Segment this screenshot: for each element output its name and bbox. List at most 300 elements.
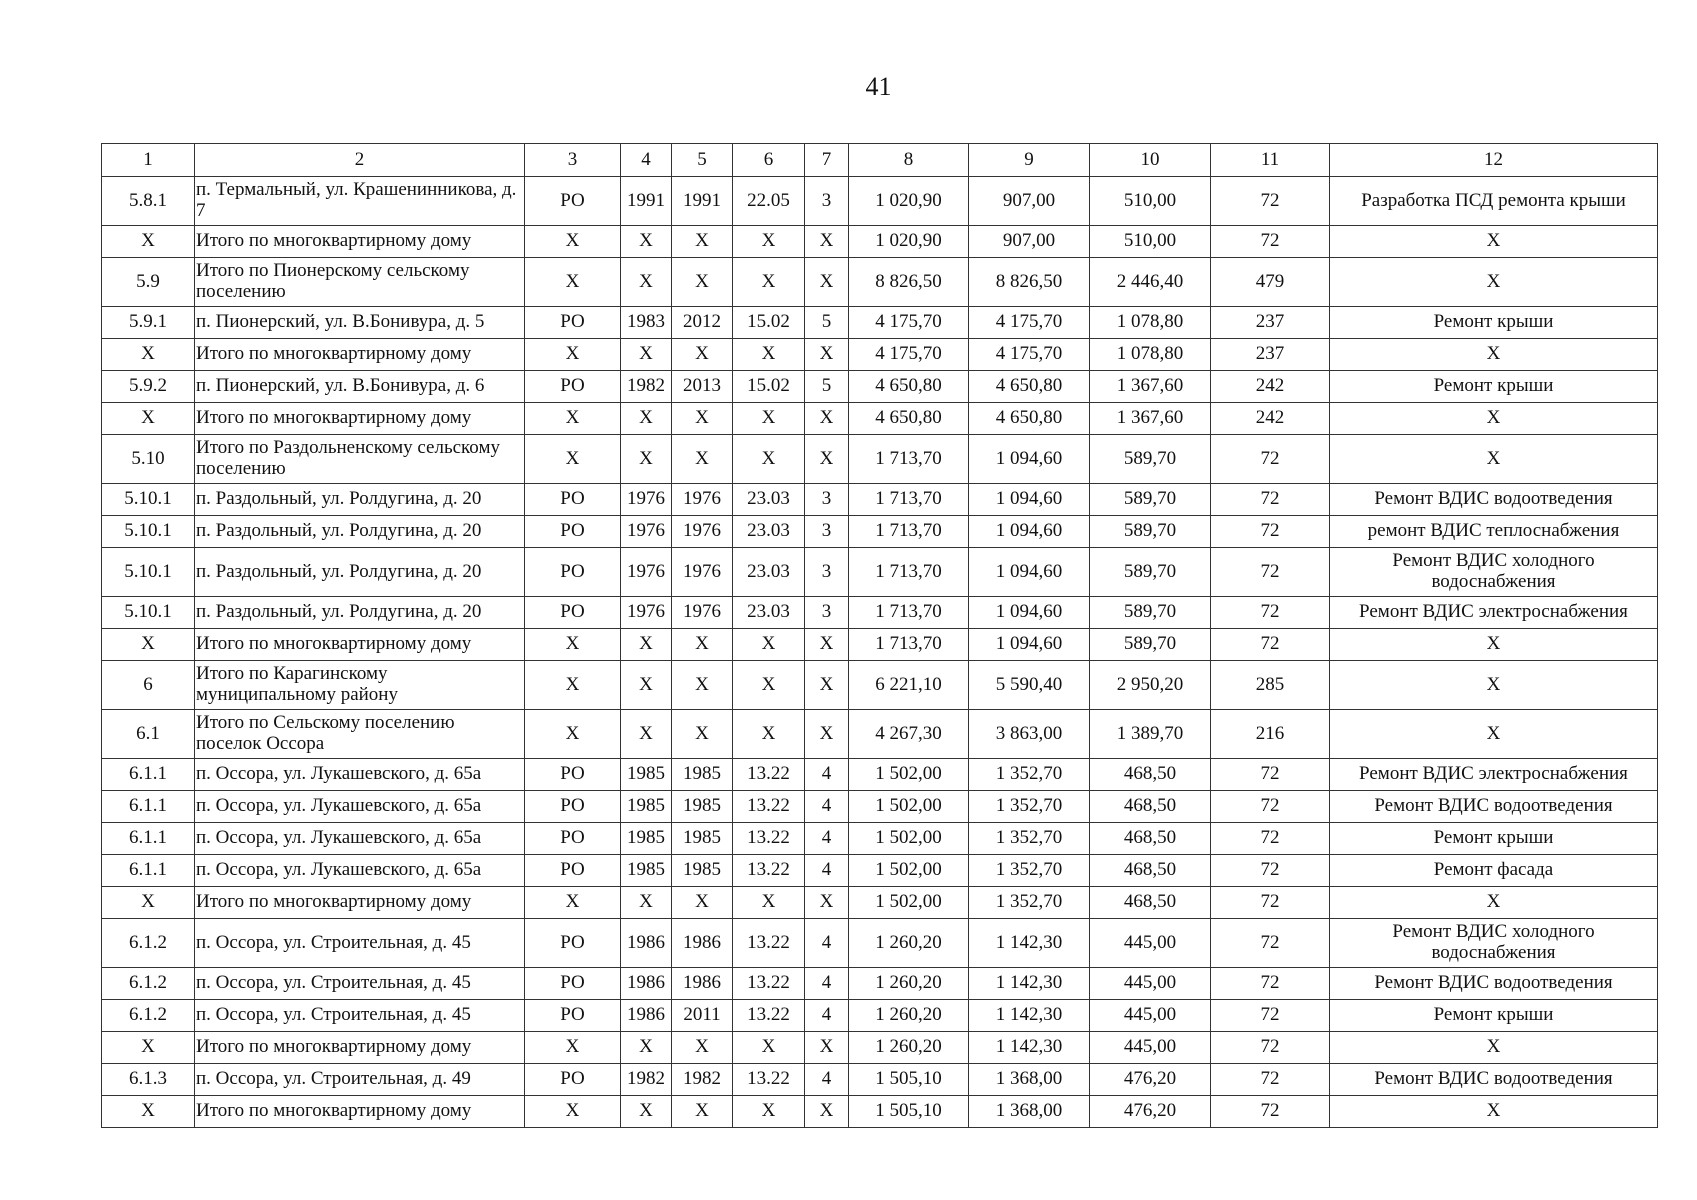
living-area-cell: 1 352,70	[969, 759, 1090, 791]
total-area-cell: 1 020,90	[849, 177, 969, 226]
total-area-cell: 1 713,70	[849, 484, 969, 516]
built-year-cell: Х	[621, 1032, 672, 1064]
living-area-cell: 1 094,60	[969, 484, 1090, 516]
material-cell: 23.03	[733, 548, 805, 597]
living-area-cell: 1 142,30	[969, 1000, 1090, 1032]
residents-cell: 72	[1211, 435, 1330, 484]
row-number-cell: 6.1.1	[102, 823, 195, 855]
address-cell: Итого по Раздольненскому сельскому поселению	[195, 435, 525, 484]
residents-cell: 72	[1211, 516, 1330, 548]
row-number-cell: 5.10.1	[102, 516, 195, 548]
total-area-cell: 1 713,70	[849, 516, 969, 548]
nonliving-area-cell: 1 367,60	[1090, 403, 1211, 435]
table-row	[102, 919, 1658, 968]
repair-year-cell: 1976	[672, 597, 733, 629]
owner-cell: РО	[525, 484, 621, 516]
owner-cell: РО	[525, 855, 621, 887]
repair-year-cell: 1986	[672, 919, 733, 968]
table-row	[102, 516, 1658, 548]
floors-cell: 4	[805, 968, 849, 1000]
total-area-cell: 1 713,70	[849, 629, 969, 661]
nonliving-area-cell: 468,50	[1090, 887, 1211, 919]
floors-cell: 3	[805, 548, 849, 597]
column-header: 9	[969, 144, 1090, 177]
living-area-cell: 907,00	[969, 177, 1090, 226]
column-header: 5	[672, 144, 733, 177]
address-cell: п. Пионерский, ул. В.Бонивура, д. 6	[195, 371, 525, 403]
owner-cell: РО	[525, 823, 621, 855]
total-area-cell: 4 267,30	[849, 710, 969, 759]
address-cell: Итого по многоквартирному дому	[195, 1032, 525, 1064]
repair-year-cell: 1986	[672, 968, 733, 1000]
column-header: 4	[621, 144, 672, 177]
built-year-cell: 1983	[621, 307, 672, 339]
work-type-cell: Ремонт ВДИС холодного водоснабжения	[1330, 919, 1658, 968]
built-year-cell: Х	[621, 258, 672, 307]
repair-year-cell: 2013	[672, 371, 733, 403]
nonliving-area-cell: 589,70	[1090, 516, 1211, 548]
living-area-cell: 1 094,60	[969, 597, 1090, 629]
address-cell: Итого по многоквартирному дому	[195, 887, 525, 919]
work-type-cell: Ремонт ВДИС водоотведения	[1330, 791, 1658, 823]
total-area-cell: 4 650,80	[849, 403, 969, 435]
column-number-row	[102, 144, 1658, 177]
material-cell: 23.03	[733, 484, 805, 516]
living-area-cell: 1 352,70	[969, 887, 1090, 919]
repair-year-cell: Х	[672, 661, 733, 710]
owner-cell: РО	[525, 968, 621, 1000]
floors-cell: Х	[805, 1096, 849, 1128]
row-number-cell: 6	[102, 661, 195, 710]
repair-year-cell: 1985	[672, 855, 733, 887]
total-area-cell: 1 020,90	[849, 226, 969, 258]
address-cell: Итого по многоквартирному дому	[195, 1096, 525, 1128]
owner-cell: РО	[525, 1000, 621, 1032]
repair-year-cell: Х	[672, 629, 733, 661]
repair-year-cell: 2012	[672, 307, 733, 339]
work-type-cell: Ремонт ВДИС электроснабжения	[1330, 759, 1658, 791]
row-number-cell: Х	[102, 403, 195, 435]
residents-cell: 216	[1211, 710, 1330, 759]
work-type-cell: Х	[1330, 403, 1658, 435]
table-row	[102, 855, 1658, 887]
owner-cell: Х	[525, 435, 621, 484]
residents-cell: 72	[1211, 887, 1330, 919]
table-row	[102, 1032, 1658, 1064]
address-cell: п. Оссора, ул. Строительная, д. 45	[195, 1000, 525, 1032]
residents-cell: 72	[1211, 597, 1330, 629]
built-year-cell: 1986	[621, 919, 672, 968]
work-type-cell: Ремонт крыши	[1330, 371, 1658, 403]
address-cell: п. Пионерский, ул. В.Бонивура, д. 5	[195, 307, 525, 339]
table-row	[102, 339, 1658, 371]
residents-cell: 72	[1211, 823, 1330, 855]
floors-cell: 4	[805, 919, 849, 968]
floors-cell: 4	[805, 791, 849, 823]
nonliving-area-cell: 2 950,20	[1090, 661, 1211, 710]
nonliving-area-cell: 589,70	[1090, 484, 1211, 516]
repair-year-cell: 1976	[672, 548, 733, 597]
floors-cell: 4	[805, 1064, 849, 1096]
work-type-cell: Х	[1330, 629, 1658, 661]
living-area-cell: 1 142,30	[969, 1032, 1090, 1064]
built-year-cell: Х	[621, 339, 672, 371]
residents-cell: 237	[1211, 339, 1330, 371]
owner-cell: РО	[525, 597, 621, 629]
material-cell: Х	[733, 629, 805, 661]
row-number-cell: 5.9.1	[102, 307, 195, 339]
residents-cell: 72	[1211, 548, 1330, 597]
total-area-cell: 8 826,50	[849, 258, 969, 307]
address-cell: п. Оссора, ул. Лукашевского, д. 65а	[195, 855, 525, 887]
owner-cell: РО	[525, 307, 621, 339]
material-cell: Х	[733, 661, 805, 710]
address-cell: Итого по Сельскому поселению поселок Оссора	[195, 710, 525, 759]
owner-cell: Х	[525, 629, 621, 661]
floors-cell: Х	[805, 403, 849, 435]
address-cell: п. Оссора, ул. Строительная, д. 45	[195, 968, 525, 1000]
material-cell: 23.03	[733, 516, 805, 548]
owner-cell: Х	[525, 887, 621, 919]
repair-year-cell: Х	[672, 226, 733, 258]
table-row	[102, 403, 1658, 435]
row-number-cell: 5.10	[102, 435, 195, 484]
residents-cell: 72	[1211, 1064, 1330, 1096]
living-area-cell: 1 368,00	[969, 1064, 1090, 1096]
address-cell: Итого по Пионерскому сельскому поселению	[195, 258, 525, 307]
total-area-cell: 1 505,10	[849, 1064, 969, 1096]
nonliving-area-cell: 445,00	[1090, 1000, 1211, 1032]
material-cell: Х	[733, 1096, 805, 1128]
work-type-cell: Ремонт ВДИС водоотведения	[1330, 484, 1658, 516]
work-type-cell: Разработка ПСД ремонта крыши	[1330, 177, 1658, 226]
work-type-cell: Х	[1330, 226, 1658, 258]
material-cell: 13.22	[733, 823, 805, 855]
repair-year-cell: 2011	[672, 1000, 733, 1032]
floors-cell: 4	[805, 759, 849, 791]
nonliving-area-cell: 476,20	[1090, 1096, 1211, 1128]
living-area-cell: 1 094,60	[969, 435, 1090, 484]
table-body	[102, 177, 1658, 1128]
repair-year-cell: 1991	[672, 177, 733, 226]
owner-cell: РО	[525, 791, 621, 823]
row-number-cell: 5.9.2	[102, 371, 195, 403]
table-row	[102, 548, 1658, 597]
repair-year-cell: Х	[672, 887, 733, 919]
built-year-cell: Х	[621, 403, 672, 435]
table-row	[102, 258, 1658, 307]
owner-cell: РО	[525, 919, 621, 968]
residents-cell: 72	[1211, 1096, 1330, 1128]
table-row	[102, 484, 1658, 516]
total-area-cell: 4 650,80	[849, 371, 969, 403]
address-cell: п. Термальный, ул. Крашенинникова, д. 7	[195, 177, 525, 226]
repair-year-cell: 1976	[672, 516, 733, 548]
material-cell: 13.22	[733, 1000, 805, 1032]
total-area-cell: 1 713,70	[849, 548, 969, 597]
address-cell: п. Раздольный, ул. Ролдугина, д. 20	[195, 516, 525, 548]
total-area-cell: 1 505,10	[849, 1096, 969, 1128]
nonliving-area-cell: 589,70	[1090, 597, 1211, 629]
address-cell: п. Оссора, ул. Лукашевского, д. 65а	[195, 759, 525, 791]
total-area-cell: 1 713,70	[849, 435, 969, 484]
material-cell: Х	[733, 887, 805, 919]
address-cell: п. Оссора, ул. Строительная, д. 49	[195, 1064, 525, 1096]
nonliving-area-cell: 468,50	[1090, 759, 1211, 791]
floors-cell: Х	[805, 226, 849, 258]
row-number-cell: Х	[102, 1032, 195, 1064]
floors-cell: Х	[805, 710, 849, 759]
address-cell: Итого по Карагинскому муниципальному району	[195, 661, 525, 710]
material-cell: 15.02	[733, 307, 805, 339]
total-area-cell: 1 260,20	[849, 1000, 969, 1032]
repair-year-cell: Х	[672, 710, 733, 759]
nonliving-area-cell: 1 078,80	[1090, 339, 1211, 371]
repair-year-cell: 1985	[672, 823, 733, 855]
owner-cell: РО	[525, 177, 621, 226]
row-number-cell: 5.10.1	[102, 484, 195, 516]
column-header: 8	[849, 144, 969, 177]
repair-year-cell: Х	[672, 403, 733, 435]
repair-year-cell: Х	[672, 258, 733, 307]
floors-cell: 3	[805, 177, 849, 226]
table-row	[102, 887, 1658, 919]
table-row	[102, 307, 1658, 339]
work-type-cell: Ремонт ВДИС водоотведения	[1330, 1064, 1658, 1096]
address-cell: Итого по многоквартирному дому	[195, 403, 525, 435]
material-cell: Х	[733, 258, 805, 307]
built-year-cell: Х	[621, 629, 672, 661]
floors-cell: 4	[805, 823, 849, 855]
built-year-cell: 1982	[621, 371, 672, 403]
living-area-cell: 4 175,70	[969, 307, 1090, 339]
total-area-cell: 1 260,20	[849, 1032, 969, 1064]
built-year-cell: Х	[621, 887, 672, 919]
row-number-cell: Х	[102, 887, 195, 919]
table-row	[102, 226, 1658, 258]
floors-cell: Х	[805, 1032, 849, 1064]
living-area-cell: 4 650,80	[969, 371, 1090, 403]
living-area-cell: 1 094,60	[969, 629, 1090, 661]
total-area-cell: 1 502,00	[849, 759, 969, 791]
repair-year-cell: 1985	[672, 791, 733, 823]
material-cell: 13.22	[733, 791, 805, 823]
owner-cell: РО	[525, 759, 621, 791]
address-cell: п. Раздольный, ул. Ролдугина, д. 20	[195, 484, 525, 516]
repair-year-cell: 1985	[672, 759, 733, 791]
living-area-cell: 1 142,30	[969, 968, 1090, 1000]
residents-cell: 72	[1211, 791, 1330, 823]
table-row	[102, 1064, 1658, 1096]
residents-cell: 237	[1211, 307, 1330, 339]
row-number-cell: 6.1.2	[102, 1000, 195, 1032]
residents-cell: 72	[1211, 226, 1330, 258]
built-year-cell: 1985	[621, 759, 672, 791]
row-number-cell: 6.1.3	[102, 1064, 195, 1096]
residents-cell: 242	[1211, 403, 1330, 435]
living-area-cell: 1 352,70	[969, 823, 1090, 855]
address-cell: п. Оссора, ул. Лукашевского, д. 65а	[195, 791, 525, 823]
floors-cell: Х	[805, 887, 849, 919]
row-number-cell: 6.1	[102, 710, 195, 759]
built-year-cell: Х	[621, 226, 672, 258]
row-number-cell: 6.1.1	[102, 791, 195, 823]
living-area-cell: 1 368,00	[969, 1096, 1090, 1128]
address-cell: Итого по многоквартирному дому	[195, 339, 525, 371]
work-type-cell: Ремонт ВДИС холодного водоснабжения	[1330, 548, 1658, 597]
work-type-cell: Х	[1330, 661, 1658, 710]
work-type-cell: Ремонт ВДИС водоотведения	[1330, 968, 1658, 1000]
material-cell: 13.22	[733, 759, 805, 791]
total-area-cell: 4 175,70	[849, 307, 969, 339]
material-cell: Х	[733, 226, 805, 258]
material-cell: 13.22	[733, 1064, 805, 1096]
nonliving-area-cell: 2 446,40	[1090, 258, 1211, 307]
owner-cell: Х	[525, 226, 621, 258]
total-area-cell: 1 713,70	[849, 597, 969, 629]
residents-cell: 72	[1211, 1032, 1330, 1064]
nonliving-area-cell: 445,00	[1090, 1032, 1211, 1064]
table-row	[102, 759, 1658, 791]
material-cell: 22.05	[733, 177, 805, 226]
built-year-cell: 1986	[621, 1000, 672, 1032]
floors-cell: 3	[805, 597, 849, 629]
nonliving-area-cell: 468,50	[1090, 855, 1211, 887]
built-year-cell: 1976	[621, 516, 672, 548]
row-number-cell: Х	[102, 339, 195, 371]
repair-year-cell: 1976	[672, 484, 733, 516]
owner-cell: Х	[525, 710, 621, 759]
work-type-cell: Х	[1330, 1032, 1658, 1064]
residents-cell: 72	[1211, 484, 1330, 516]
table-row	[102, 661, 1658, 710]
built-year-cell: 1982	[621, 1064, 672, 1096]
page-number: 41	[865, 72, 892, 101]
work-type-cell: Х	[1330, 710, 1658, 759]
residents-cell: 72	[1211, 759, 1330, 791]
work-type-cell: ремонт ВДИС теплоснабжения	[1330, 516, 1658, 548]
column-header: 12	[1330, 144, 1658, 177]
material-cell: Х	[733, 710, 805, 759]
living-area-cell: 1 352,70	[969, 855, 1090, 887]
owner-cell: Х	[525, 1032, 621, 1064]
material-cell: 15.02	[733, 371, 805, 403]
total-area-cell: 1 260,20	[849, 919, 969, 968]
residents-cell: 72	[1211, 629, 1330, 661]
nonliving-area-cell: 510,00	[1090, 177, 1211, 226]
residents-cell: 479	[1211, 258, 1330, 307]
nonliving-area-cell: 476,20	[1090, 1064, 1211, 1096]
total-area-cell: 1 502,00	[849, 887, 969, 919]
owner-cell: РО	[525, 516, 621, 548]
material-cell: Х	[733, 403, 805, 435]
column-header: 6	[733, 144, 805, 177]
table-row	[102, 791, 1658, 823]
work-type-cell: Х	[1330, 258, 1658, 307]
repair-year-cell: Х	[672, 435, 733, 484]
column-header: 2	[195, 144, 525, 177]
built-year-cell: Х	[621, 435, 672, 484]
built-year-cell: Х	[621, 1096, 672, 1128]
nonliving-area-cell: 445,00	[1090, 919, 1211, 968]
living-area-cell: 5 590,40	[969, 661, 1090, 710]
floors-cell: 4	[805, 855, 849, 887]
work-type-cell: Х	[1330, 435, 1658, 484]
repair-program-table	[101, 143, 1658, 1128]
work-type-cell: Ремонт фасада	[1330, 855, 1658, 887]
row-number-cell: 5.10.1	[102, 597, 195, 629]
residents-cell: 72	[1211, 855, 1330, 887]
repair-year-cell: 1982	[672, 1064, 733, 1096]
row-number-cell: 5.8.1	[102, 177, 195, 226]
floors-cell: Х	[805, 339, 849, 371]
material-cell: 23.03	[733, 597, 805, 629]
work-type-cell: Ремонт ВДИС электроснабжения	[1330, 597, 1658, 629]
residents-cell: 72	[1211, 968, 1330, 1000]
floors-cell: Х	[805, 258, 849, 307]
material-cell: 13.22	[733, 968, 805, 1000]
total-area-cell: 1 260,20	[849, 968, 969, 1000]
work-type-cell: Ремонт крыши	[1330, 307, 1658, 339]
owner-cell: Х	[525, 1096, 621, 1128]
row-number-cell: 6.1.1	[102, 759, 195, 791]
built-year-cell: 1986	[621, 968, 672, 1000]
column-header: 7	[805, 144, 849, 177]
residents-cell: 285	[1211, 661, 1330, 710]
table-row	[102, 177, 1658, 226]
address-cell: п. Раздольный, ул. Ролдугина, д. 20	[195, 597, 525, 629]
repair-year-cell: Х	[672, 1032, 733, 1064]
nonliving-area-cell: 1 389,70	[1090, 710, 1211, 759]
nonliving-area-cell: 589,70	[1090, 629, 1211, 661]
owner-cell: Х	[525, 258, 621, 307]
table-row	[102, 435, 1658, 484]
column-header: 10	[1090, 144, 1211, 177]
total-area-cell: 1 502,00	[849, 855, 969, 887]
floors-cell: Х	[805, 661, 849, 710]
address-cell: Итого по многоквартирному дому	[195, 629, 525, 661]
total-area-cell: 1 502,00	[849, 791, 969, 823]
built-year-cell: 1976	[621, 548, 672, 597]
built-year-cell: 1976	[621, 484, 672, 516]
row-number-cell: Х	[102, 1096, 195, 1128]
floors-cell: Х	[805, 435, 849, 484]
row-number-cell: 6.1.2	[102, 919, 195, 968]
material-cell: 13.22	[733, 919, 805, 968]
floors-cell: 3	[805, 516, 849, 548]
nonliving-area-cell: 445,00	[1090, 968, 1211, 1000]
living-area-cell: 4 175,70	[969, 339, 1090, 371]
address-cell: п. Оссора, ул. Лукашевского, д. 65а	[195, 823, 525, 855]
residents-cell: 72	[1211, 1000, 1330, 1032]
built-year-cell: 1985	[621, 855, 672, 887]
work-type-cell: Х	[1330, 339, 1658, 371]
built-year-cell: Х	[621, 661, 672, 710]
work-type-cell: Ремонт крыши	[1330, 823, 1658, 855]
living-area-cell: 4 650,80	[969, 403, 1090, 435]
floors-cell: 5	[805, 307, 849, 339]
work-type-cell: Х	[1330, 1096, 1658, 1128]
nonliving-area-cell: 1 078,80	[1090, 307, 1211, 339]
column-header: 3	[525, 144, 621, 177]
nonliving-area-cell: 589,70	[1090, 548, 1211, 597]
table-row	[102, 597, 1658, 629]
nonliving-area-cell: 589,70	[1090, 435, 1211, 484]
repair-year-cell: Х	[672, 339, 733, 371]
total-area-cell: 1 502,00	[849, 823, 969, 855]
material-cell: Х	[733, 339, 805, 371]
row-number-cell: 6.1.2	[102, 968, 195, 1000]
